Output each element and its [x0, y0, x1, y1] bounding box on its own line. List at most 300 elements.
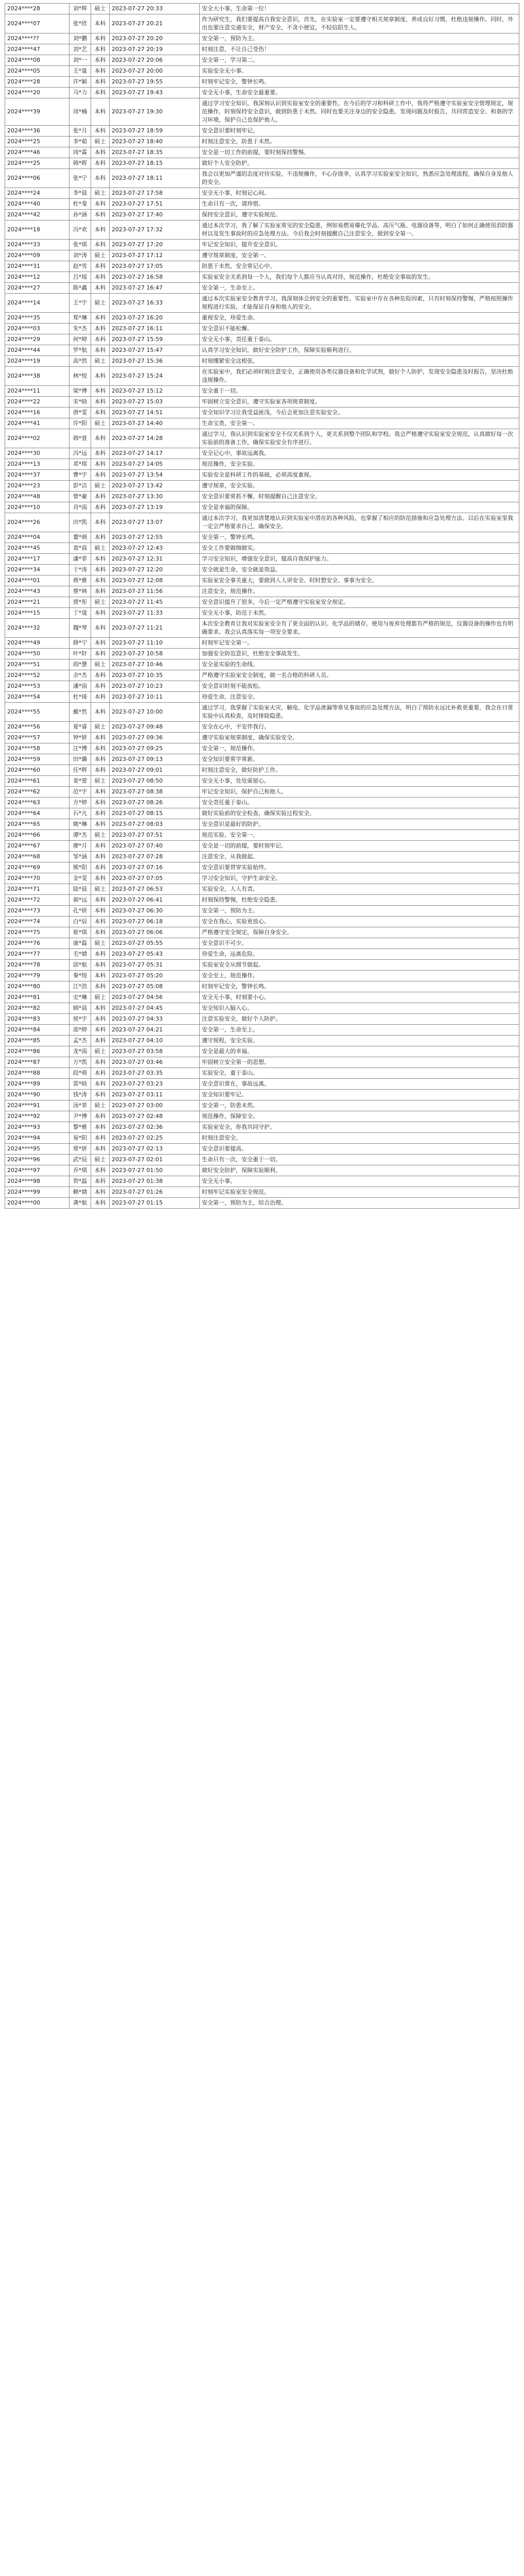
submit-time-cell: 2023-07-27 07:28: [110, 852, 200, 862]
submit-time-cell: 2023-07-27 12:43: [110, 543, 200, 554]
comment-text-cell: 牢记安全知识，保护自己和他人。: [200, 787, 519, 798]
submit-time-cell: 2023-07-27 11:10: [110, 638, 200, 649]
student-id-cell: 2024****92: [5, 1111, 69, 1122]
student-name-cell: 姚*琳: [69, 819, 91, 830]
table-row: [5, 334, 519, 345]
table-row: [5, 1187, 519, 1198]
degree-cell: 本科: [91, 221, 110, 240]
degree-cell: 本科: [91, 733, 110, 743]
degree-cell: 硕士: [91, 294, 110, 313]
degree-cell: 本科: [91, 448, 110, 459]
degree-cell: 本科: [91, 1057, 110, 1068]
student-name-cell: 丁*晟: [69, 608, 91, 619]
table-row: [5, 895, 519, 906]
table-row: [5, 862, 519, 873]
degree-cell: 硕士: [91, 722, 110, 733]
degree-cell: 本科: [91, 1122, 110, 1133]
student-id-cell: 2024****54: [5, 692, 69, 703]
comment-text-cell: 作为研究生，我们要提高自我安全意识，首先，在实验室一定要遵守相关规章制度，养成良好习惯，杜绝违规操作。同时，外出也要注意交通安全，财产安全，不贪小便宜，不轻信陌生人。: [200, 14, 519, 33]
table-row: [5, 250, 519, 261]
comment-text-cell: 安全第一，防患未然。: [200, 1100, 519, 1111]
student-id-cell: 2024****79: [5, 971, 69, 981]
table-row: [5, 776, 519, 787]
student-id-cell: 2024****66: [5, 830, 69, 841]
submit-time-cell: 2023-07-27 01:38: [110, 1176, 200, 1187]
submit-time-cell: 2023-07-27 04:33: [110, 1014, 200, 1025]
submit-time-cell: 2023-07-27 11:45: [110, 597, 200, 608]
degree-cell: 本科: [91, 873, 110, 884]
student-id-cell: 2024****87: [5, 1057, 69, 1068]
comment-text-cell: 时刻牢记安全，警钟长鸣。: [200, 77, 519, 88]
table-row: [5, 1036, 519, 1046]
comment-text-cell: 安全工作要做细做实。: [200, 543, 519, 554]
comment-text-cell: 安全知识要常学常新。: [200, 754, 519, 765]
submit-time-cell: 2023-07-27 06:53: [110, 884, 200, 895]
student-id-cell: 2024****61: [5, 776, 69, 787]
student-id-cell: 2024****02: [5, 429, 69, 448]
comment-text-cell: 珍爱生命，远离危险。: [200, 949, 519, 960]
student-id-cell: 2024****53: [5, 681, 69, 692]
comment-text-cell: 学习安全知识，守护生命安全。: [200, 873, 519, 884]
student-id-cell: 2024****93: [5, 1122, 69, 1133]
degree-cell: 本科: [91, 554, 110, 565]
comment-text-cell: 生命宝贵，安全第一。: [200, 418, 519, 429]
table-row: [5, 554, 519, 565]
table-row: [5, 1176, 519, 1187]
comment-text-cell: 安全无小事，时刻要小心。: [200, 992, 519, 1003]
student-id-cell: 2024****80: [5, 981, 69, 992]
student-id-cell: 2024****84: [5, 1025, 69, 1036]
submit-time-cell: 2023-07-27 03:11: [110, 1090, 200, 1100]
submit-time-cell: 2023-07-27 14:05: [110, 459, 200, 470]
student-name-cell: 马*力: [69, 88, 91, 98]
student-id-cell: 2024****41: [5, 418, 69, 429]
comment-text-cell: 安全是幸福的保障。: [200, 502, 519, 513]
student-id-cell: 2024****49: [5, 638, 69, 649]
student-name-cell: 刘*一: [69, 55, 91, 66]
student-name-cell: 罗*航: [69, 345, 91, 356]
student-name-cell: 陆*晨: [69, 884, 91, 895]
student-name-cell: 范*宇: [69, 787, 91, 798]
submit-time-cell: 2023-07-27 17:05: [110, 261, 200, 272]
table-row: [5, 659, 519, 670]
comment-text-cell: 安全无小事，防范于未然。: [200, 608, 519, 619]
student-id-cell: 2024****73: [5, 906, 69, 917]
comment-text-cell: 安全是一切的前提，要时刻牢记。: [200, 841, 519, 852]
submit-time-cell: 2023-07-27 14:40: [110, 418, 200, 429]
degree-cell: 本科: [91, 1133, 110, 1144]
comment-text-cell: 时刻注意安全。: [200, 1133, 519, 1144]
student-id-cell: 2024****16: [5, 408, 69, 418]
table-row: [5, 819, 519, 830]
comment-text-cell: 安全至上，规范操作。: [200, 971, 519, 981]
degree-cell: 硕士: [91, 992, 110, 1003]
student-id-cell: 2024****05: [5, 66, 69, 77]
degree-cell: 本科: [91, 240, 110, 250]
submit-time-cell: 2023-07-27 09:25: [110, 743, 200, 754]
comment-text-cell: 遵守规程，安全实验。: [200, 1036, 519, 1046]
student-id-cell: 2024****24: [5, 188, 69, 199]
student-name-cell: 邵*婷: [69, 1025, 91, 1036]
comment-text-cell: 牢固树立安全意识，遵守实验室各项规章制度。: [200, 397, 519, 408]
table-row: [5, 575, 519, 586]
student-name-cell: 乔*琪: [69, 1165, 91, 1176]
student-name-cell: 黎*雅: [69, 1122, 91, 1133]
student-id-cell: 2024****68: [5, 852, 69, 862]
student-name-cell: 熊*阳: [69, 862, 91, 873]
student-name-cell: 赵*雪: [69, 261, 91, 272]
student-id-cell: 2024****36: [5, 126, 69, 137]
student-id-cell: 2024****56: [5, 722, 69, 733]
comment-text-cell: 安全无小事，生命安全最重要。: [200, 88, 519, 98]
student-id-cell: 2024****28: [5, 4, 69, 14]
table-row: [5, 906, 519, 917]
comment-text-cell: 认真学习安全知识，做好安全防护工作，保障实验顺利进行。: [200, 345, 519, 356]
table-row: [5, 638, 519, 649]
student-name-cell: 孟*杰: [69, 1036, 91, 1046]
student-id-cell: 2024****??: [5, 33, 69, 44]
student-name-cell: 陈*鑫: [69, 283, 91, 294]
comment-text-cell: 严格遵守安全规定，保障自身安全。: [200, 927, 519, 938]
student-name-cell: 崔*琪: [69, 927, 91, 938]
table-row: [5, 14, 519, 33]
degree-cell: 本科: [91, 1036, 110, 1046]
table-row: [5, 33, 519, 44]
comment-text-cell: 安全意识不能松懈。: [200, 324, 519, 334]
student-id-cell: 2024****13: [5, 459, 69, 470]
student-name-cell: 钟*妍: [69, 733, 91, 743]
comment-text-cell: 通过学习，我认识到实验室安全不仅关系到个人，更关系到整个团队和学校。我会严格遵守实验室安全规范，认真做好每一次实验前的准备工作，确保实验安全有序进行。: [200, 429, 519, 448]
student-id-cell: 2024****00: [5, 1198, 69, 1209]
table-row: [5, 324, 519, 334]
student-name-cell: 汪*博: [69, 743, 91, 754]
table-row: [5, 221, 519, 240]
student-id-cell: 2024****18: [5, 221, 69, 240]
student-name-cell: 武*辰: [69, 1155, 91, 1165]
degree-cell: 本科: [91, 819, 110, 830]
submit-time-cell: 2023-07-27 15:12: [110, 386, 200, 397]
comment-text-cell: 安全无小事。: [200, 1176, 519, 1187]
degree-cell: 本科: [91, 692, 110, 703]
degree-cell: 硕士: [91, 188, 110, 199]
table-row: [5, 240, 519, 250]
student-name-cell: 康*磊: [69, 938, 91, 949]
submit-time-cell: 2023-07-27 10:00: [110, 703, 200, 722]
table-row: [5, 619, 519, 638]
submit-time-cell: 2023-07-27 12:55: [110, 532, 200, 543]
student-id-cell: 2024****97: [5, 1165, 69, 1176]
comment-text-cell: 安全意识不可少。: [200, 938, 519, 949]
comment-text-cell: 学习安全知识，增强安全意识，提高自我保护能力。: [200, 554, 519, 565]
comment-text-cell: 做好安全防护，保障实验顺利。: [200, 1165, 519, 1176]
submit-time-cell: 2023-07-27 04:21: [110, 1025, 200, 1036]
submit-time-cell: 2023-07-27 10:58: [110, 649, 200, 659]
comment-text-cell: 安全第一，警钟长鸣。: [200, 532, 519, 543]
student-id-cell: 2024****12: [5, 272, 69, 283]
comment-text-cell: 时刻牢记安全，警钟长鸣。: [200, 981, 519, 992]
submit-time-cell: 2023-07-27 05:55: [110, 938, 200, 949]
submit-time-cell: 2023-07-27 04:10: [110, 1036, 200, 1046]
table-row: [5, 1046, 519, 1057]
student-id-cell: 2024****25: [5, 158, 69, 169]
student-name-cell: 冯*远: [69, 448, 91, 459]
table-row: [5, 98, 519, 126]
table-row: [5, 283, 519, 294]
student-name-cell: 薛*宁: [69, 638, 91, 649]
student-id-cell: 2024****43: [5, 586, 69, 597]
student-id-cell: 2024****45: [5, 543, 69, 554]
table-row: [5, 367, 519, 386]
degree-cell: 本科: [91, 334, 110, 345]
submit-time-cell: 2023-07-27 15:59: [110, 334, 200, 345]
student-name-cell: 夏*睿: [69, 722, 91, 733]
submit-time-cell: 2023-07-27 07:05: [110, 873, 200, 884]
degree-cell: 硕士: [91, 597, 110, 608]
submit-time-cell: 2023-07-27 13:54: [110, 470, 200, 481]
table-row: [5, 949, 519, 960]
table-row: [5, 981, 519, 992]
student-name-cell: 于*涛: [69, 565, 91, 575]
student-id-cell: 2024****46: [5, 147, 69, 158]
degree-cell: 硕士: [91, 830, 110, 841]
comment-text-cell: 注意安全，规范操作。: [200, 586, 519, 597]
submit-time-cell: 2023-07-27 08:38: [110, 787, 200, 798]
degree-cell: 本科: [91, 532, 110, 543]
submit-time-cell: 2023-07-27 02:01: [110, 1155, 200, 1165]
submit-time-cell: 2023-07-27 20:19: [110, 44, 200, 55]
student-id-cell: 2024****75: [5, 927, 69, 938]
student-id-cell: 2024****01: [5, 575, 69, 586]
student-name-cell: 石*凡: [69, 808, 91, 819]
student-id-cell: 2024****25: [5, 137, 69, 147]
comment-text-cell: 安全意识要贯穿实验始终。: [200, 862, 519, 873]
comment-text-cell: 安全无小事，处处需留心。: [200, 776, 519, 787]
student-id-cell: 2024****85: [5, 1036, 69, 1046]
student-id-cell: 2024****69: [5, 862, 69, 873]
degree-cell: 本科: [91, 1111, 110, 1122]
student-name-cell: 彭*洁: [69, 481, 91, 492]
student-name-cell: 秦*悦: [69, 971, 91, 981]
submit-time-cell: 2023-07-27 17:32: [110, 221, 200, 240]
degree-cell: 本科: [91, 670, 110, 681]
table-row: [5, 787, 519, 798]
submit-time-cell: 2023-07-27 13:19: [110, 502, 200, 513]
table-row: [5, 429, 519, 448]
degree-cell: 本科: [91, 1144, 110, 1155]
student-name-cell: 邹*涵: [69, 852, 91, 862]
student-name-cell: 邱*航: [69, 960, 91, 971]
degree-cell: 硕士: [91, 1046, 110, 1057]
comment-text-cell: 通过本次实验室安全教育学习，我深刻体会到安全的重要性。实验室中存在各种危险因素，只有时刻保持警惕，严格按照操作规程进行实验，才能保证自身和他人的安全。: [200, 294, 519, 313]
degree-cell: 硕士: [91, 884, 110, 895]
submit-time-cell: 2023-07-27 03:23: [110, 1079, 200, 1090]
student-name-cell: 梁*博: [69, 386, 91, 397]
student-id-cell: 2024****30: [5, 448, 69, 459]
submit-time-cell: 2023-07-27 16:47: [110, 283, 200, 294]
comment-text-cell: 通过学习安全知识，我深刻认识到实验室安全的重要性。在今后的学习和科研工作中，我将严格遵守实验室安全管理规定，规范操作，时刻保持安全意识，做到防患于未然。同时也要关注身边的安全隐患，发现问题及时报告，共同营造安全、和谐的学习环境，保护自己也保护他人。: [200, 98, 519, 126]
student-id-cell: 2024****48: [5, 492, 69, 502]
student-id-cell: 2024****58: [5, 743, 69, 754]
student-id-cell: 2024****28: [5, 77, 69, 88]
degree-cell: 本科: [91, 971, 110, 981]
table-row: [5, 586, 519, 597]
student-name-cell: 潘*菲: [69, 554, 91, 565]
table-row: [5, 1122, 519, 1133]
student-name-cell: 李*茹: [69, 137, 91, 147]
comment-text-cell: 通过本次学习，我更加清楚地认识到实验室中潜在的各种风险，也掌握了相应的防范措施和应急处理方法。以后在实验室里我一定会严格要求自己，确保安全。: [200, 513, 519, 532]
submit-time-cell: 2023-07-27 03:58: [110, 1046, 200, 1057]
student-name-cell: 廖*月: [69, 841, 91, 852]
table-row: [5, 66, 519, 77]
table-row: [5, 1057, 519, 1068]
degree-cell: 本科: [91, 1176, 110, 1187]
student-name-cell: 段*萌: [69, 1068, 91, 1079]
student-name-cell: 林*悦: [69, 367, 91, 386]
degree-cell: 本科: [91, 313, 110, 324]
submit-time-cell: 2023-07-27 17:58: [110, 188, 200, 199]
submit-time-cell: 2023-07-27 03:35: [110, 1068, 200, 1079]
degree-cell: 本科: [91, 126, 110, 137]
student-name-cell: 张*宁: [69, 169, 91, 188]
student-name-cell: 贾*彤: [69, 597, 91, 608]
comment-text-cell: 安全第一，规范操作。: [200, 743, 519, 754]
table-row: [5, 873, 519, 884]
student-name-cell: 邓*琪: [69, 459, 91, 470]
table-row: [5, 1144, 519, 1155]
degree-cell: 本科: [91, 754, 110, 765]
degree-cell: 本科: [91, 1187, 110, 1198]
submit-time-cell: 2023-07-27 01:50: [110, 1165, 200, 1176]
degree-cell: 本科: [91, 55, 110, 66]
degree-cell: 本科: [91, 1025, 110, 1036]
degree-cell: 本科: [91, 917, 110, 927]
degree-cell: 硕士: [91, 250, 110, 261]
student-id-cell: 2024****71: [5, 884, 69, 895]
table-row: [5, 147, 519, 158]
student-name-cell: 韩*晖: [69, 158, 91, 169]
student-id-cell: 2024****70: [5, 873, 69, 884]
table-row: [5, 502, 519, 513]
student-id-cell: 2024****44: [5, 345, 69, 356]
submit-time-cell: 2023-07-27 17:20: [110, 240, 200, 250]
table-row: [5, 992, 519, 1003]
table-row: [5, 513, 519, 532]
table-row: [5, 126, 519, 137]
student-name-cell: 王*量: [69, 66, 91, 77]
submit-time-cell: 2023-07-27 17:40: [110, 210, 200, 221]
submit-time-cell: 2023-07-27 06:18: [110, 917, 200, 927]
comment-text-cell: 生命只有一次，安全重于一切。: [200, 1155, 519, 1165]
table-row: [5, 971, 519, 981]
degree-cell: 本科: [91, 565, 110, 575]
comment-text-cell: 通过本次学习，我了解了实验室常见的安全隐患，例如易燃易爆化学品、高压气瓶、电器设备等，明白了如何正确使用消防器材以及发生事故时的应急处理方法。今后我会时刻提醒自己注意安全，做到安全第一。: [200, 221, 519, 240]
student-name-cell: 戴*然: [69, 703, 91, 722]
submit-time-cell: 2023-07-27 14:51: [110, 408, 200, 418]
student-id-cell: 2024****29: [5, 334, 69, 345]
comment-text-cell: 实验室安全，你我共同守护。: [200, 1122, 519, 1133]
submit-time-cell: 2023-07-27 20:33: [110, 4, 200, 14]
comment-text-cell: 我会以更加严谨的态度对待实验，不违规操作，不心存侥幸，认真学习实验室安全知识，熟悉应急处理流程，确保自身及他人的安全。: [200, 169, 519, 188]
comment-text-cell: 安全意识是最好的防护。: [200, 819, 519, 830]
degree-cell: 本科: [91, 1165, 110, 1176]
degree-cell: 本科: [91, 367, 110, 386]
submit-time-cell: 2023-07-27 06:30: [110, 906, 200, 917]
table-row: [5, 470, 519, 481]
student-name-cell: 田*璐: [69, 754, 91, 765]
degree-cell: 本科: [91, 502, 110, 513]
table-row: [5, 1100, 519, 1111]
student-name-cell: 许*阳: [69, 418, 91, 429]
table-row: [5, 169, 519, 188]
submit-time-cell: 2023-07-27 19:30: [110, 98, 200, 126]
student-id-cell: 2024****91: [5, 1100, 69, 1111]
student-id-cell: 2024****15: [5, 608, 69, 619]
submit-time-cell: 2023-07-27 12:31: [110, 554, 200, 565]
student-name-cell: 何*婷: [69, 334, 91, 345]
student-name-cell: 王*宇: [69, 294, 91, 313]
student-name-cell: 杜*琦: [69, 692, 91, 703]
student-name-cell: 钱*涛: [69, 1090, 91, 1100]
comment-table: [5, 3, 519, 1209]
submit-time-cell: 2023-07-27 16:58: [110, 272, 200, 283]
degree-cell: 本科: [91, 272, 110, 283]
student-name-cell: 刘*艺: [69, 44, 91, 55]
student-id-cell: 2024****59: [5, 754, 69, 765]
student-name-cell: 常*妍: [69, 1144, 91, 1155]
submit-time-cell: 2023-07-27 13:07: [110, 513, 200, 532]
comment-text-cell: 通过学习，我掌握了实验室火灾、触电、化学品泄漏等常见事故的应急处理方法，明白了预防永远比补救更重要。我会在日常实验中认真检查，及时排除隐患。: [200, 703, 519, 722]
comment-text-cell: 规范操作，安全实验。: [200, 459, 519, 470]
student-name-cell: 周*楠: [69, 98, 91, 126]
table-row: [5, 754, 519, 765]
student-name-cell: 侯*宇: [69, 1014, 91, 1025]
comment-text-cell: 安全第一，预防为主，综合治理。: [200, 1198, 519, 1209]
student-id-cell: 2024****81: [5, 992, 69, 1003]
degree-cell: 本科: [91, 960, 110, 971]
degree-cell: 本科: [91, 324, 110, 334]
student-id-cell: 2024****26: [5, 513, 69, 532]
student-name-cell: 高*然: [69, 356, 91, 367]
comment-text-cell: 遵守实验室规章制度，确保实验安全。: [200, 733, 519, 743]
student-id-cell: 2024****82: [5, 1003, 69, 1014]
table-row: [5, 960, 519, 971]
student-name-cell: 方*婷: [69, 798, 91, 808]
submit-time-cell: 2023-07-27 13:30: [110, 492, 200, 502]
student-name-cell: 谭*杰: [69, 830, 91, 841]
submit-time-cell: 2023-07-27 11:33: [110, 608, 200, 619]
submit-time-cell: 2023-07-27 05:43: [110, 949, 200, 960]
degree-cell: 本科: [91, 210, 110, 221]
degree-cell: 硕士: [91, 4, 110, 14]
student-id-cell: 2024****88: [5, 1068, 69, 1079]
student-name-cell: 宋*晗: [69, 397, 91, 408]
student-name-cell: 李*晨: [69, 188, 91, 199]
submit-time-cell: 2023-07-27 16:20: [110, 313, 200, 324]
degree-cell: 本科: [91, 949, 110, 960]
comment-text-cell: 规范操作，保障安全。: [200, 1111, 519, 1122]
degree-cell: 本科: [91, 66, 110, 77]
degree-cell: 本科: [91, 261, 110, 272]
student-name-cell: 易*阳: [69, 1133, 91, 1144]
student-name-cell: 叶*轩: [69, 649, 91, 659]
student-id-cell: 2024****40: [5, 199, 69, 210]
student-name-cell: 姜*萱: [69, 776, 91, 787]
comment-text-cell: 重视安全，珍爱生命。: [200, 313, 519, 324]
comment-text-cell: 时刻注意，不让自己受伤！: [200, 44, 519, 55]
table-row: [5, 4, 519, 14]
submit-time-cell: 2023-07-27 14:28: [110, 429, 200, 448]
submit-time-cell: 2023-07-27 10:11: [110, 692, 200, 703]
